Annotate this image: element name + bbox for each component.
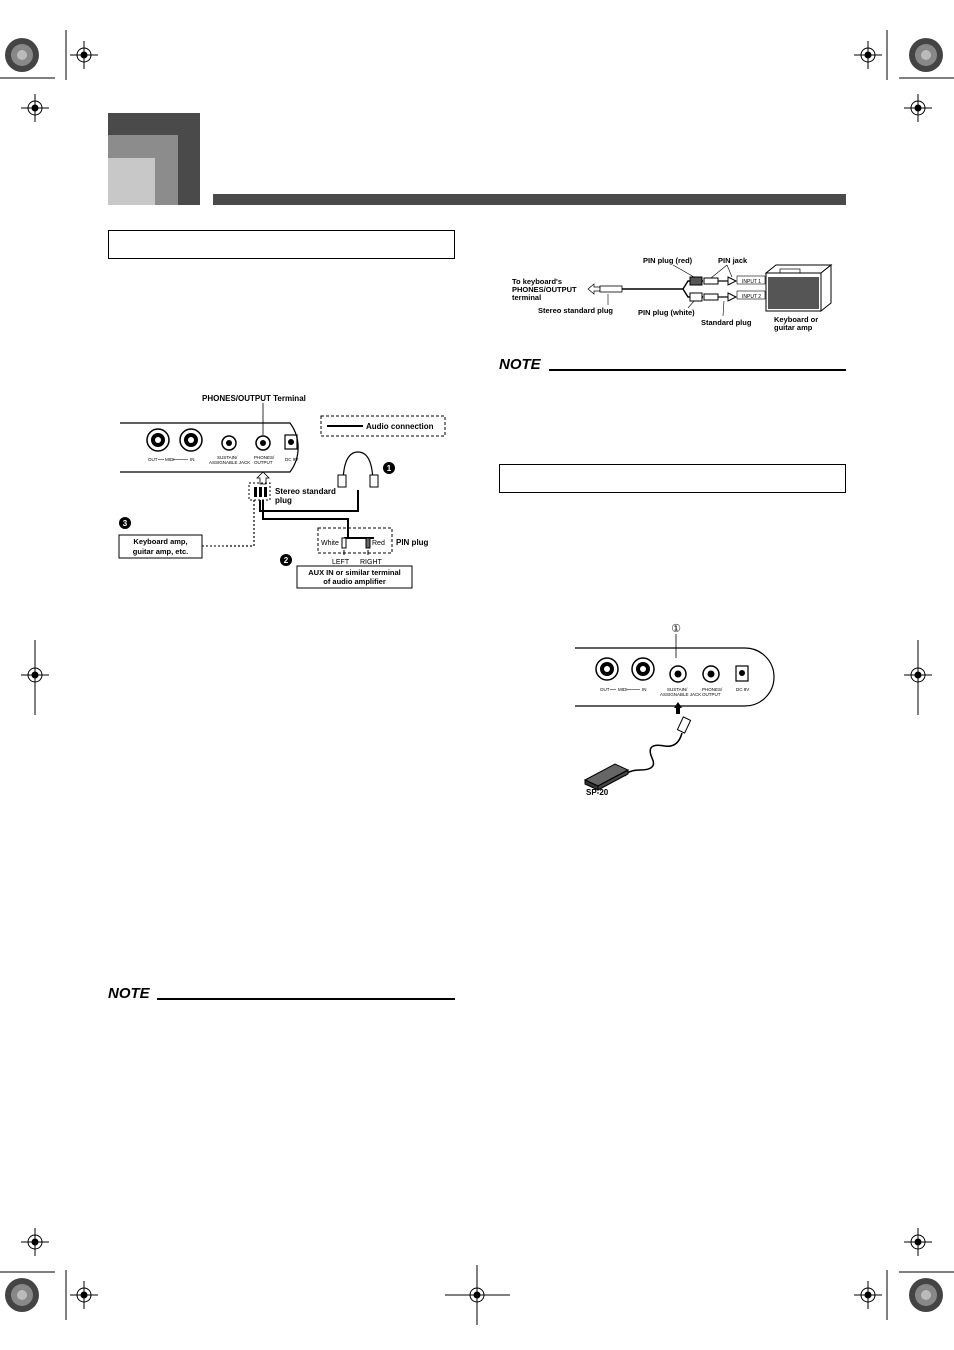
svg-text:guitar amp, etc.: guitar amp, etc. [132, 547, 189, 556]
svg-text:of audio amplifier: of audio amplifier [323, 577, 386, 586]
sustain-jack-icon [222, 436, 236, 450]
svg-text:MIDI: MIDI [165, 457, 175, 462]
phones-output-terminal-label: PHONES/OUTPUT Terminal [202, 394, 306, 403]
svg-text:OUTPUT: OUTPUT [254, 460, 273, 465]
midi-out-port-icon [596, 658, 618, 680]
note-heading-left: NOTE [108, 985, 150, 1002]
svg-text:PHONES/OUTPUT: PHONES/OUTPUT [512, 285, 577, 294]
chapter-header-bar [213, 194, 846, 205]
svg-text:SUSTAIN/: SUSTAIN/ [667, 687, 688, 692]
sustain-jack-icon [670, 666, 686, 682]
section-title-box-left [108, 230, 455, 259]
legend-audio-connection: Audio connection [366, 422, 434, 431]
stereo-plug-icon [600, 286, 622, 292]
svg-text:Stereo standard plug: Stereo standard plug [538, 306, 614, 315]
svg-text:plug: plug [275, 496, 292, 505]
svg-text:ASSIGNABLE JACK: ASSIGNABLE JACK [660, 692, 702, 697]
svg-text:Keyboard or: Keyboard or [774, 315, 819, 324]
svg-text:SUSTAIN/: SUSTAIN/ [217, 455, 238, 460]
svg-text:PIN jack: PIN jack [718, 256, 748, 265]
svg-text:LEFT: LEFT [332, 559, 350, 566]
svg-text:INPUT 2: INPUT 2 [742, 294, 762, 300]
svg-text:DC 9V: DC 9V [285, 457, 299, 462]
svg-text:1: 1 [386, 464, 392, 473]
svg-text:2: 2 [283, 556, 289, 565]
keyboard-back-panel [575, 648, 774, 706]
pin-plug-white-icon [690, 293, 702, 301]
svg-text:PHONES/: PHONES/ [702, 687, 723, 692]
svg-text:Stereo standard: Stereo standard [275, 487, 336, 496]
note-rule-right [549, 369, 846, 371]
midi-out-port-icon [147, 429, 169, 451]
audio-connection-diagram [108, 390, 458, 595]
svg-text:RIGHT: RIGHT [360, 559, 382, 566]
midi-in-port-icon [632, 658, 654, 680]
note-rule-left [157, 998, 455, 1000]
svg-text:ASSIGNABLE JACK: ASSIGNABLE JACK [209, 460, 251, 465]
svg-text:OUT: OUT [600, 687, 610, 692]
registration-star-icon [909, 1278, 943, 1312]
headphones-icon [338, 452, 378, 487]
svg-text:IN: IN [642, 687, 647, 692]
chapter-header-light-block [108, 158, 155, 205]
svg-text:guitar amp: guitar amp [774, 323, 813, 332]
svg-text:OUTPUT: OUTPUT [702, 692, 721, 697]
svg-text:Red: Red [372, 540, 385, 547]
arrow-up-icon [674, 702, 682, 714]
registration-star-icon [5, 38, 39, 72]
svg-text:①: ① [671, 623, 681, 635]
svg-text:PIN plug: PIN plug [396, 538, 429, 547]
amp-connection-diagram [508, 253, 848, 338]
midi-in-port-icon [180, 429, 202, 451]
registration-star-icon [5, 1278, 39, 1312]
svg-text:INPUT 1: INPUT 1 [742, 279, 762, 285]
sustain-pedal-diagram [570, 618, 775, 798]
svg-text:DC 9V: DC 9V [736, 687, 750, 692]
pin-plug-red-icon [690, 277, 702, 285]
phones-output-jack-icon [703, 666, 719, 682]
svg-text:Keyboard amp,: Keyboard amp, [133, 537, 188, 546]
pedal-plug-icon [677, 717, 690, 733]
registration-star-icon [909, 38, 943, 72]
svg-text:OUT: OUT [148, 457, 158, 462]
svg-text:SP-20: SP-20 [586, 788, 609, 797]
sustain-pedal-icon [585, 764, 628, 790]
guitar-amp-icon [737, 265, 831, 311]
svg-text:terminal: terminal [512, 293, 542, 302]
svg-text:AUX IN or similar terminal: AUX IN or similar terminal [308, 568, 401, 577]
section-title-box-right [499, 464, 846, 493]
svg-text:PHONES/: PHONES/ [254, 455, 275, 460]
note-heading-right: NOTE [499, 356, 541, 373]
phones-output-jack-icon [256, 436, 270, 450]
svg-text:White: White [321, 540, 339, 547]
svg-text:3: 3 [122, 519, 128, 528]
svg-text:IN: IN [190, 457, 195, 462]
svg-text:PIN plug (red): PIN plug (red) [643, 256, 693, 265]
svg-text:To keyboard's: To keyboard's [512, 277, 562, 286]
svg-text:Standard plug: Standard plug [701, 318, 752, 327]
svg-text:MIDI: MIDI [618, 687, 628, 692]
svg-text:PIN plug (white): PIN plug (white) [638, 308, 695, 317]
